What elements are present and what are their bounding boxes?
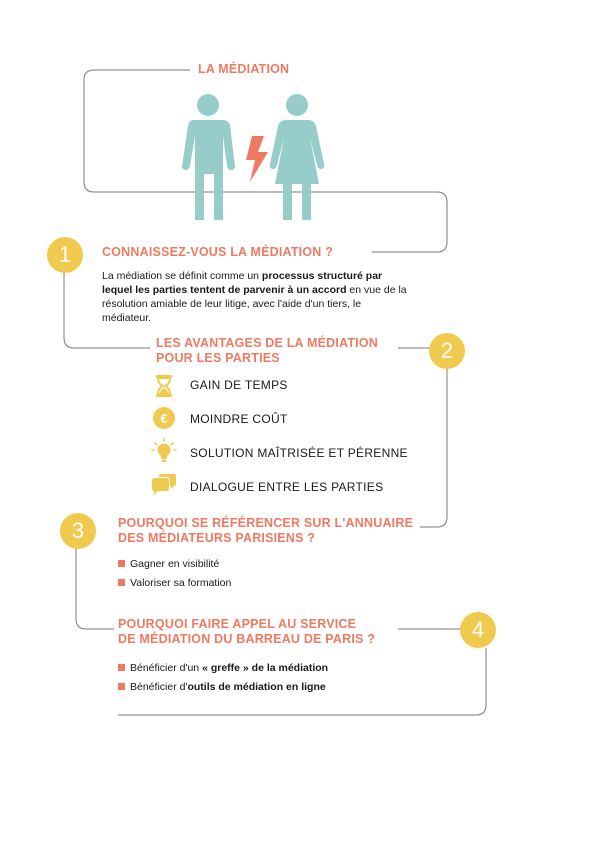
section-1-title: CONNAISSEZ-VOUS LA MÉDIATION ? (98, 245, 337, 260)
bullet-square-icon (118, 560, 125, 567)
man-figure-icon (182, 94, 235, 220)
man-woman-conflict-illustration (176, 92, 331, 224)
advantage-label-solution: SOLUTION MAÎTRISÉE ET PÉRENNE (190, 446, 408, 460)
section-2-title: LES AVANTAGES DE LA MÉDIATION POUR LES PARTIES (152, 336, 382, 366)
bullet-square-icon (118, 683, 125, 690)
section-4-bullet: Bénéficier d'outils de médiation en ligne (118, 681, 326, 693)
woman-figure-icon (270, 94, 324, 220)
bullet-square-icon (118, 579, 125, 586)
bullet-square-icon (118, 664, 125, 671)
step-3-badge: 3 (60, 513, 96, 549)
euro-coin-icon (150, 405, 178, 433)
advantage-label-time: GAIN DE TEMPS (190, 378, 288, 392)
section-4-bullet: Bénéficier d'un « greffe » de la médiation (118, 662, 328, 674)
lightbulb-icon (150, 438, 178, 466)
section-3-bullet: Valoriser sa formation (118, 577, 231, 589)
section-3-title: POURQUOI SE RÉFÉRENCER SUR L'ANNUAIRE DES MÉDIATEURS PARISIENS ? (114, 516, 417, 546)
chat-bubbles-icon (150, 473, 178, 501)
infographic-title: LA MÉDIATION (194, 62, 293, 77)
advantage-label-cost: MOINDRE COÛT (190, 412, 288, 426)
hourglass-icon (150, 372, 178, 400)
step-1-badge: 1 (47, 237, 83, 273)
section-3-bullet: Gagner en visibilité (118, 558, 219, 570)
section-4-title: POURQUOI FAIRE APPEL AU SERVICE DE MÉDIATION DU BARREAU DE PARIS ? (114, 617, 379, 647)
section-1-description: La médiation se définit comme un processus structuré par lequel les parties tentent de parvenir à un accord en vue de la résolution amiable de leur litige, avec l'aide d'un tiers, le médiateur. (102, 270, 407, 324)
lightning-bolt-icon (246, 136, 268, 182)
step-4-badge: 4 (460, 612, 496, 648)
advantage-label-dialogue: DIALOGUE ENTRE LES PARTIES (190, 480, 384, 494)
step-2-badge: 2 (429, 333, 465, 369)
svg-text:€: € (160, 411, 168, 426)
